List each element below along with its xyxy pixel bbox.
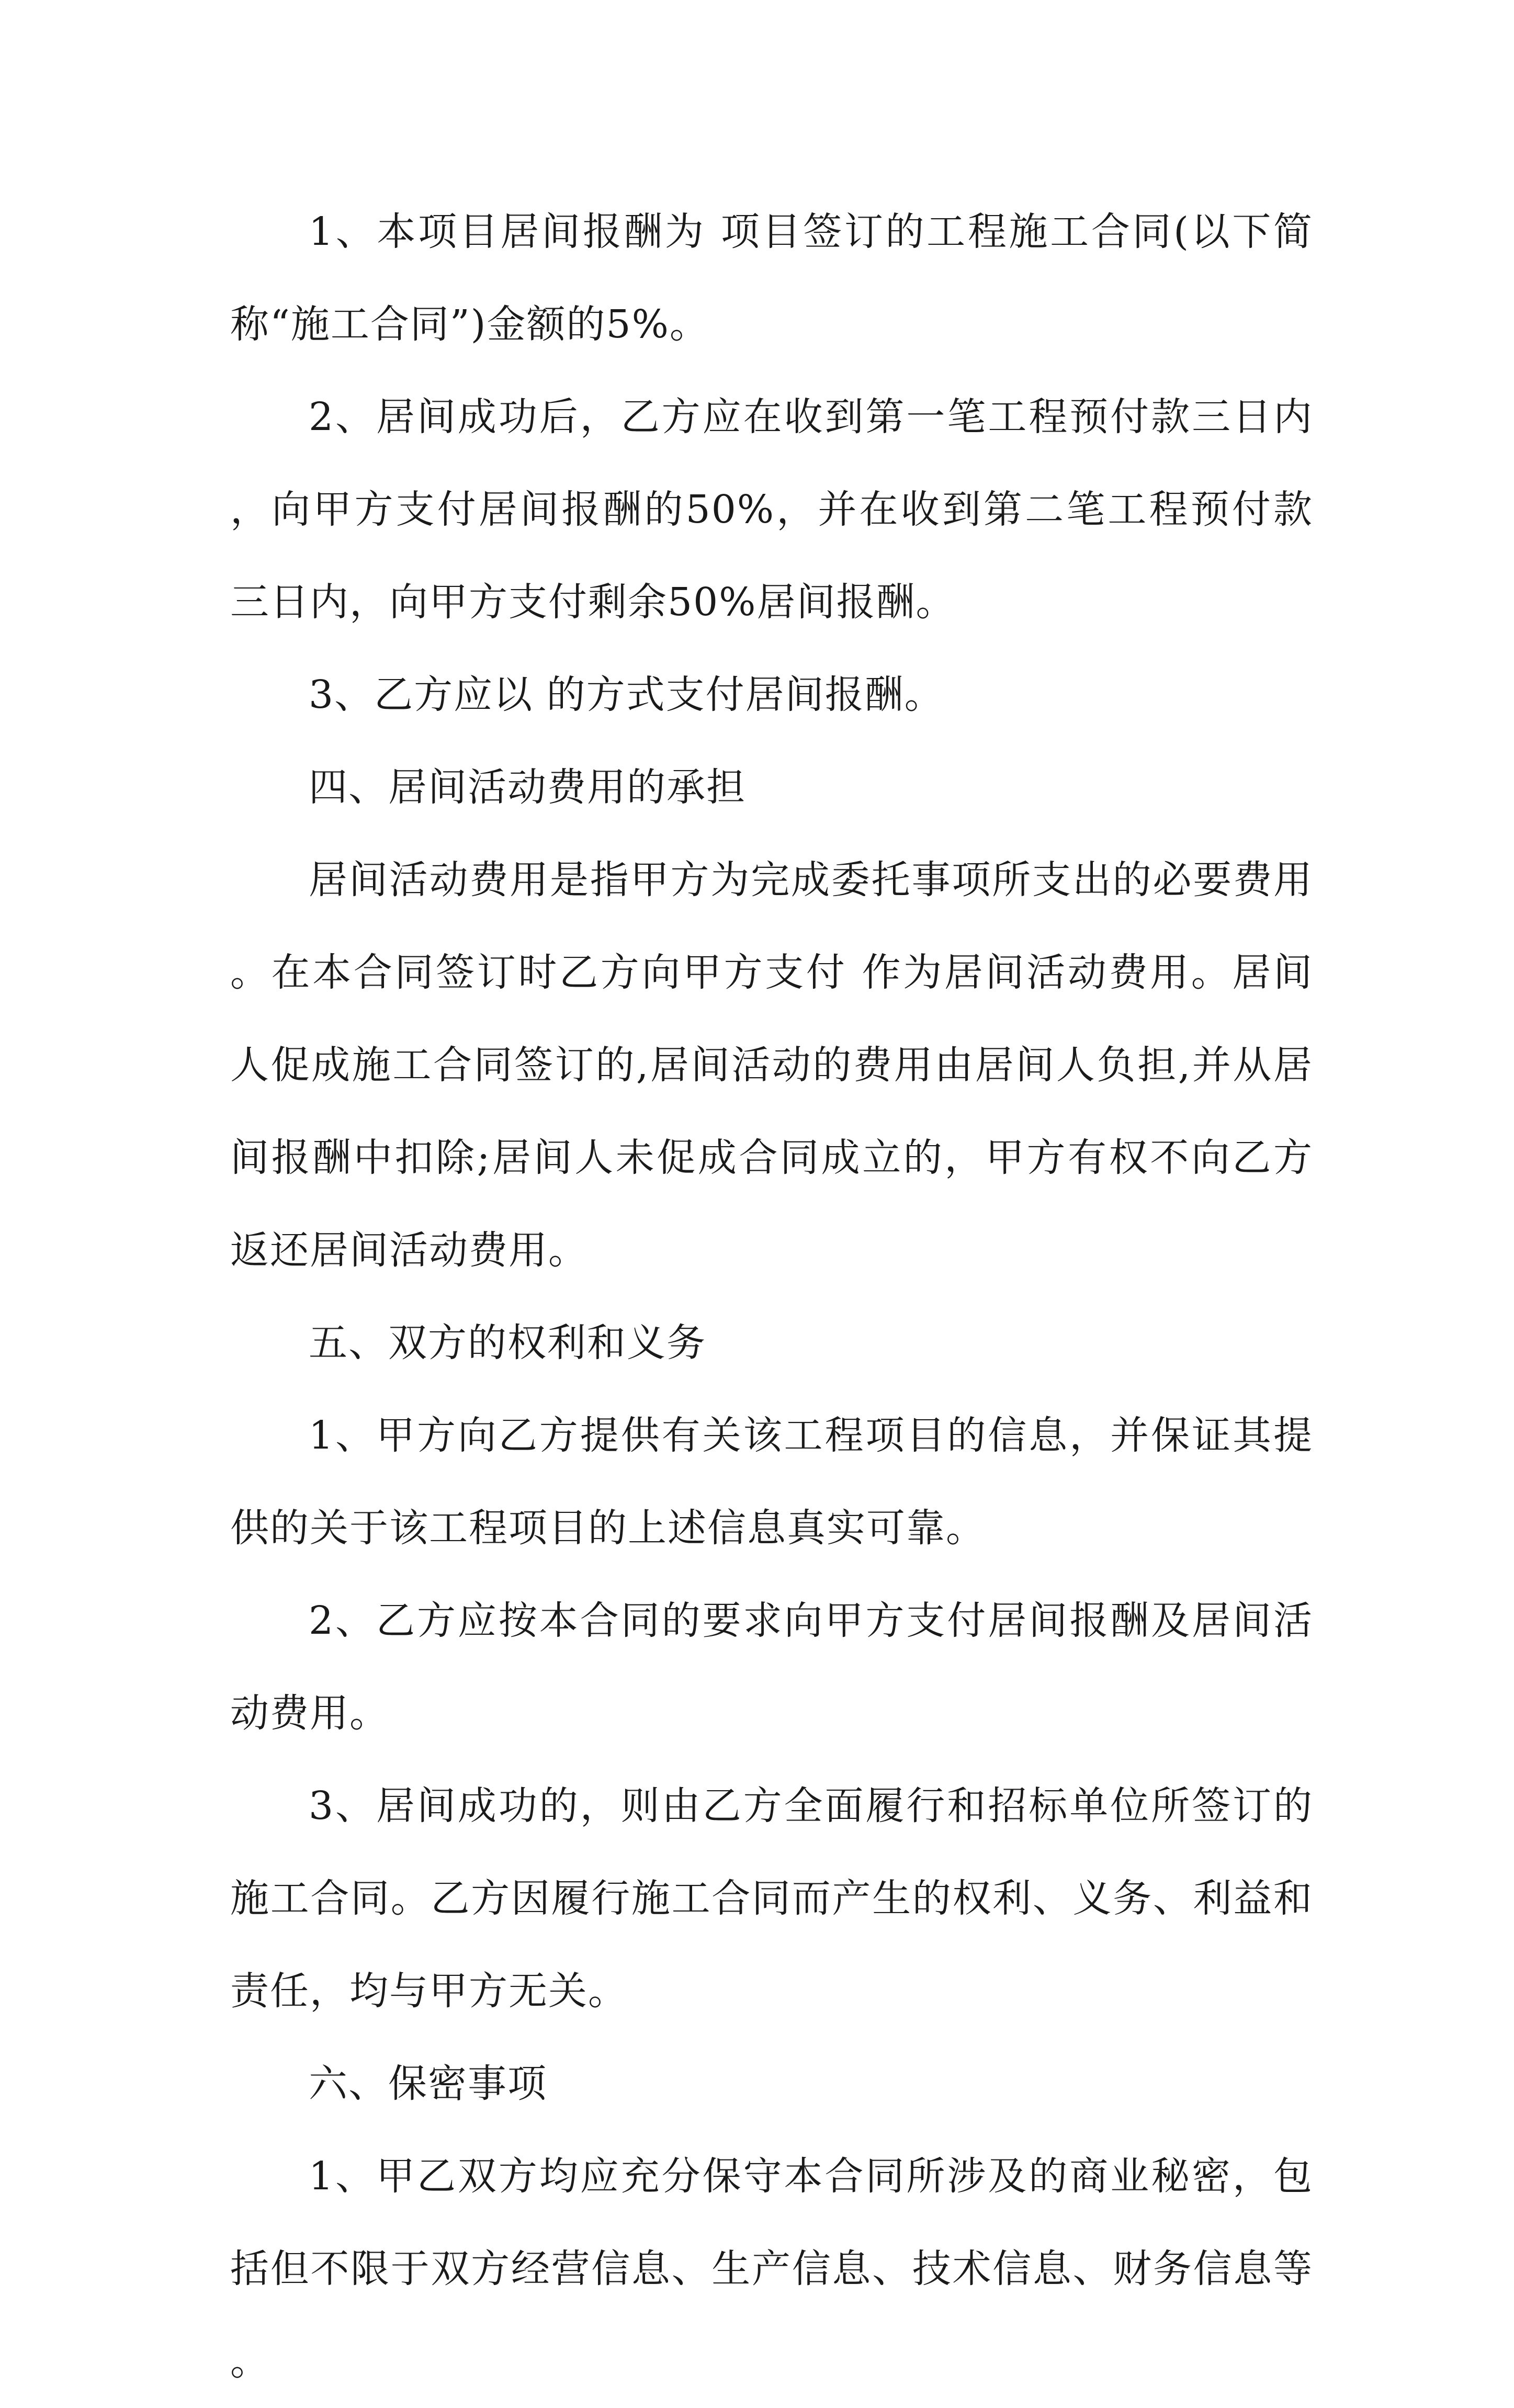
paragraph-remuneration-rate: 1、本项目居间报酬为 项目签订的工程施工合同(以下简称“施工合同”)金额的5%。: [230, 209, 1313, 347]
document-body: [230, 186, 1313, 2408]
paragraph-confidentiality: 1、甲乙双方均应充分保守本合同所涉及的商业秘密，包括但不限于双方经营信息、生产信息、技术信息、财务信息等。: [230, 2154, 1313, 2384]
paragraph-expenses: 居间活动费用是指甲方为完成委托事项所支出的必要费用。在本合同签订时乙方向甲方支付 作为居间活动费用。居间人促成施工合同签订的,居间活动的费用由居间人负担,并从居间报酬中扣除;居间人未促成合同成立的，甲方有权不向乙方返还居间活动费用。: [230, 857, 1313, 1273]
paragraph-party-b-payment: 2、乙方应按本合同的要求向甲方支付居间报酬及居间活动费用。: [230, 1598, 1313, 1736]
paragraph-party-a-info: 1、甲方向乙方提供有关该工程项目的信息，并保证其提供的关于该工程项目的上述信息真实可靠。: [230, 1413, 1313, 1551]
section-heading-rights-obligations: 五、双方的权利和义务: [309, 1320, 706, 1365]
section-heading-confidentiality: 六、保密事项: [309, 2061, 547, 2106]
paragraph-payment-method: 3、乙方应以 的方式支付居间报酬。: [309, 672, 944, 717]
paragraph-payment-schedule: 2、居间成功后，乙方应在收到第一笔工程预付款三日内，向甲方支付居间报酬的50%，并在收到第二笔工程预付款三日内，向甲方支付剩余50%居间报酬。: [230, 394, 1313, 625]
section-heading-expenses: 四、居间活动费用的承担: [309, 765, 746, 810]
paragraph-party-b-performance: 3、居间成功的，则由乙方全面履行和招标单位所签订的施工合同。乙方因履行施工合同而产生的权利、义务、利益和责任，均与甲方无关。: [230, 1783, 1313, 2014]
